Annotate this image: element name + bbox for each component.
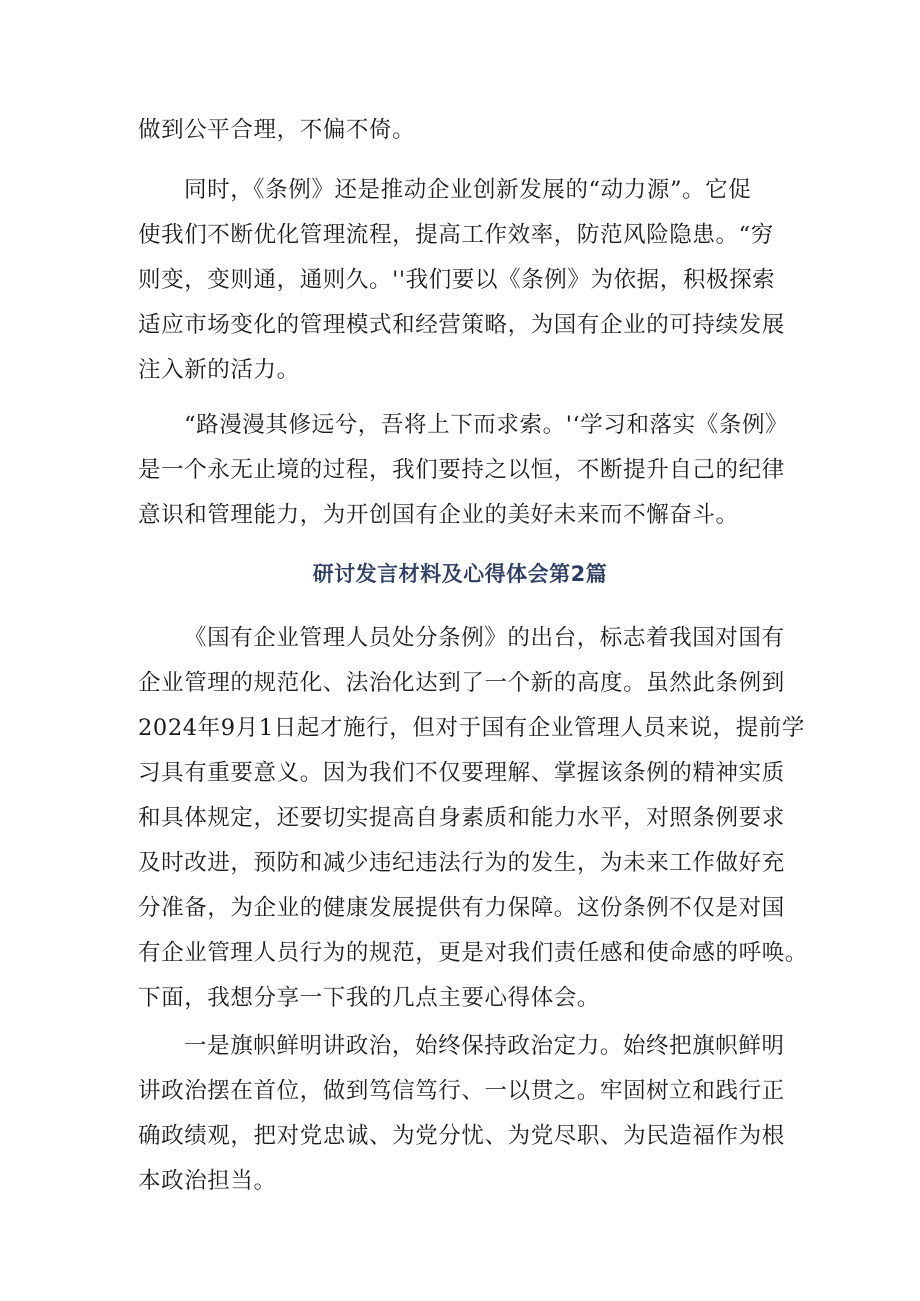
- paragraph-regulation-intro: [138, 616, 808, 1021]
- text-line: 是一个永无止境的过程，我们要持之以恒，不断提升自己的纪律: [138, 457, 785, 483]
- text-line: 适应市场变化的管理模式和经营策略，为国有企业的可持续发展: [138, 312, 785, 338]
- paragraph-dynamics: [138, 168, 802, 393]
- text-line: 和具体规定，还要切实提高自身素质和能力水平，对照条例要求: [138, 805, 785, 831]
- text-line: 2024年9月1日起才施行，但对于国有企业管理人员来说，提前学: [138, 715, 805, 741]
- text-line: 则变，变则通，通则久。''我们要以《条例》为依据，积极探索: [138, 267, 776, 293]
- text-line: 下面，我想分享一下我的几点主要心得体会。: [138, 985, 601, 1011]
- text-line: 《国有企业管理人员处分条例》的出台，标志着我国对国有: [184, 625, 785, 651]
- text-line: 有企业管理人员行为的规范，更是对我们责任感和使命感的呼唤。: [138, 940, 808, 966]
- text-line: 同时，《条例》还是推动企业创新发展的“动力源”。它促: [184, 177, 752, 203]
- text-line: 分准备，为企业的健康发展提供有力保障。这份条例不仅是对国: [138, 895, 785, 921]
- text-line: “路漫漫其修远兮，吾将上下而求索。'‘学习和落实《条例》: [184, 412, 789, 438]
- paragraph-continuation: [138, 108, 802, 153]
- paragraph-point-one: [138, 1024, 802, 1204]
- text-line: 做到公平合理，不偏不倚。: [138, 117, 416, 143]
- section-heading: 研讨发言材料及心得体会第2篇: [312, 562, 608, 586]
- text-line: 企业管理的规范化、法治化达到了一个新的高度。虽然此条例到: [138, 670, 785, 696]
- text-line: 确政绩观，把对党忠诚、为党分忧、为党尽职、为民造福作为根: [138, 1123, 785, 1149]
- text-line: 讲政治摆在首位，做到笃信笃行、一以贯之。牢固树立和践行正: [138, 1078, 785, 1104]
- text-line: 习具有重要意义。因为我们不仅要理解、掌握该条例的精神实质: [138, 760, 785, 786]
- text-line: 及时改进，预防和减少违纪违法行为的发生，为未来工作做好充: [138, 850, 785, 876]
- text-line: 一是旗帜鲜明讲政治，始终保持政治定力。始终把旗帜鲜明: [184, 1033, 785, 1059]
- text-line: 注入新的活力。: [138, 357, 300, 383]
- text-line: 意识和管理能力，为开创国有企业的美好未来而不懈奋斗。: [138, 502, 739, 528]
- text-line: 使我们不断优化管理流程，提高工作效率，防范风险隐患。“穷: [138, 222, 774, 248]
- paragraph-quote: [138, 403, 802, 538]
- text-line: 本政治担当。: [138, 1168, 277, 1194]
